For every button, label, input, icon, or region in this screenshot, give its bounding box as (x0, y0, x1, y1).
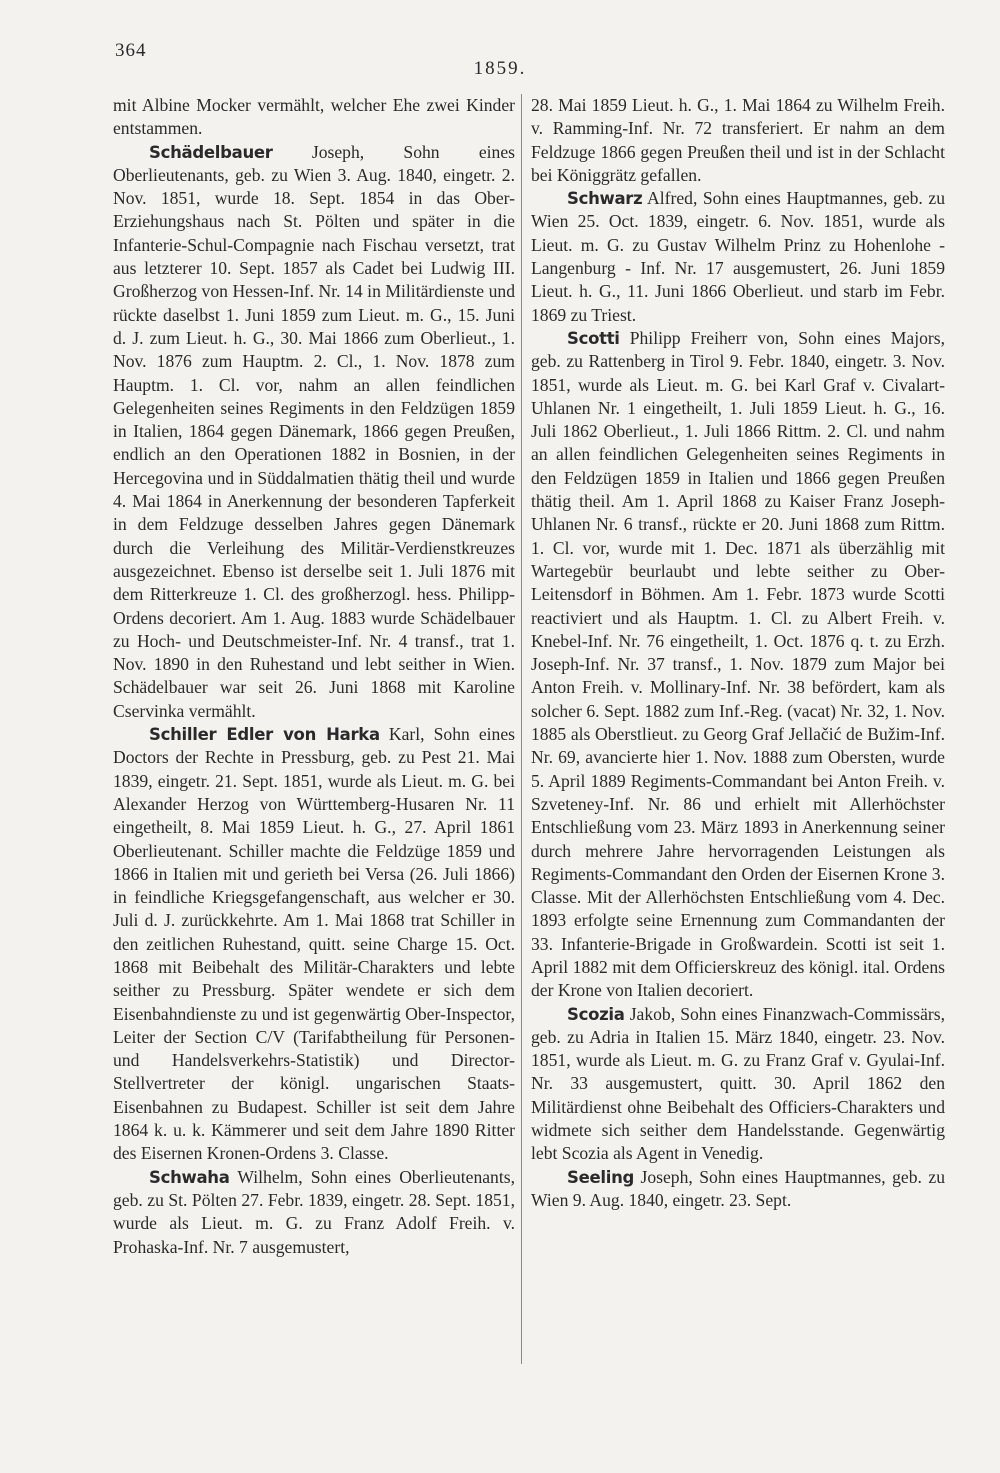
entry-text: Jakob, Sohn eines Finanzwach-Commissärs, geb. zu Adria in Italien 15. März 1840, eingetr. 23. Nov. 1851, wurde als Lieut. m. G. zu Franz Graf v. Gyulai-Inf. Nr. 33 ausgemustert, quitt. 30. April 1862 den Militärdienst ohne Beibehalt des Officiers-Charakters und widmete sich seither dem Handelsstande. Gegenwärtig lebt Scozia als Agent in Venedig. (531, 1003, 945, 1164)
entry-name: Seeling (567, 1167, 635, 1187)
entry-text: Alfred, Sohn eines Hauptmannes, geb. zu Wien 25. Oct. 1839, eingetr. 6. Nov. 1851, wurde als Lieut. m. G. zu Gustav Wilhelm Prinz zu Hohenlohe - Langenburg - Inf. Nr. 17 ausgemustert, 26. Juni 1859 Lieut. h. G., 11. Juni 1866 Oberlieut. und starb im Febr. 1869 zu Triest. (531, 188, 945, 325)
entry-text: Karl, Sohn eines Doctors der Rechte in Pressburg, geb. zu Pest 21. Mai 1839, eingetr. 21. Sept. 1851, wurde als Lieut. m. G. bei Alexander Herzog von Württemberg-Husaren Nr. 11 eingetheilt, 8. Mai 1859 Lieut. h. G., 27. April 1861 Oberlieutenant. Schiller machte die Feldzüge 1859 und 1866 in Italien mit und gerieth bei Versa (26. Juli 1866) in feindliche Kriegsgefangenschaft, aus welcher er 30. Juli d. J. zurückkehrte. Am 1. Mai 1868 trat Schiller in den zeitlichen Ruhestand, quitt. seine Charge 15. Oct. 1868 mit Beibehalt des Militär-Charakters und lebte seither zu Pressburg. Später wendete er sich dem Eisenbahndienste zu und ist gegenwärtig Ober-Inspector, Leiter der Section C/V (Tarifabtheilung für Personen- und Handelsverkehrs-Statistik) und Director-Stellvertreter der königl. ungarischen Staats-Eisenbahnen zu Budapest. Schiller ist seit dem Jahre 1864 k. u. k. Kämmerer und seit dem Jahre 1890 Ritter des Eisernen Kronen-Ordens 3. Classe. (113, 724, 515, 1164)
entry-name: Schiller Edler von Harka (149, 725, 380, 745)
entry-text: mit Albine Mocker vermählt, welcher Ehe zwei Kinder entstammen. (113, 95, 515, 139)
left-column (113, 94, 515, 1259)
page-number: 364 (115, 40, 147, 61)
entry-text: Wilhelm, Sohn eines Oberlieutenants, geb. zu St. Pölten 27. Febr. 1839, eingetr. 28. Sept. 1851, wurde als Lieut. m. G. zu Franz Adolf Freih. v. Prohaska-Inf. Nr. 7 ausgemustert, (113, 1166, 515, 1257)
entry-text: Philipp Freiherr von, Sohn eines Majors, geb. zu Rattenberg in Tirol 9. Febr. 1840, eingetr. 3. Nov. 1851, wurde als Lieut. m. G. bei Karl Graf v. Civalart-Uhlanen Nr. 1 eingetheilt, 1. Juli 1859 Lieut. h. G., 16. Juli 1862 Oberlieut., 1. Juli 1866 Rittm. 2. Cl. und nahm an allen feindlichen Gelegenheiten seines Regiments in den Feldzügen 1859 in Italien und 1866 gegen Preußen thätig theil. Am 1. April 1868 zu Kaiser Franz Joseph-Uhlanen Nr. 6 transf., rückte er 20. Juni 1868 zum Rittm. 1. Cl. vor, wurde mit 1. Dec. 1871 als überzählig mit Wartegebür beurlaubt und lebte seither zu Ober-Leitensdorf in Böhmen. Am 1. Febr. 1873 wurde Scotti reactiviert und als Hauptm. 1. Cl. zu Albert Freih. v. Knebel-Inf. Nr. 76 eingetheilt, 1. Oct. 1876 q. t. zu Erzh. Joseph-Inf. Nr. 37 transf., 1. Nov. 1879 zum Major bei Anton Freih. v. Mollinary-Inf. Nr. 38 befördert, kam als solcher 6. Sept. 1882 zum Inf.-Reg. (vacat) Nr. 32, 1. Nov. 1885 als Oberstlieut. zu Georg Graf Jellačić de Bužim-Inf. Nr. 69, avancierte hier 1. Nov. 1888 zum Obersten, wurde 5. April 1889 Regiments-Commandant bei Anton Freih. v. Szveteney-Inf. Nr. 86 und erhielt mit Allerhöchster Entschließung vom 23. März 1893 in Anerkennung seiner durch mehrere Jahre hervorragenden Leistungen als Regiments-Commandant den Orden der Eisernen Krone 3. Classe. Mit der Allerhöchsten Entschließung vom 4. Dec. 1893 erfolgte seine Ernennung zum Commandanten der 33. Infanterie-Brigade in Großwardein. Scotti ist seit 1. April 1882 mit dem Officierskreuz des königl. ital. Ordens der Krone von Italien decoriert. (531, 327, 945, 1001)
entry-schwarz (531, 187, 945, 327)
entry-name: Schwaha (149, 1167, 230, 1187)
entry-text: 28. Mai 1859 Lieut. h. G., 1. Mai 1864 zu Wilhelm Freih. v. Ramming-Inf. Nr. 72 transferiert. Er nahm an dem Feldzuge 1866 gegen Preußen theil und ist in der Schlacht bei Königgrätz gefallen. (531, 95, 945, 185)
entry-name: Scotti (567, 328, 620, 348)
entry-text: Joseph, Sohn eines Oberlieutenants, geb. zu Wien 3. Aug. 1840, eingetr. 2. Nov. 1851, wurde 18. Sept. 1854 in das Ober-Erziehungshaus nach St. Pölten und später in die Infanterie-Schul-Compagnie nach Fischau versetzt, trat aus letzterer 10. Sept. 1857 als Cadet bei Ludwig III. Großherzog von Hessen-Inf. Nr. 14 in Militärdienste und rückte daselbst 1. Juni 1859 zum Lieut. m. G., 15. Juni d. J. zum Lieut. h. G., 30. Mai 1866 zum Oberlieut., 1. Nov. 1876 zum Hauptm. 2. Cl., 1. Nov. 1878 zum Hauptm. 1. Cl. vor, nahm an allen feindlichen Gelegenheiten seines Regiments in den Feldzügen 1859 in Italien, 1864 gegen Dänemark, 1866 gegen Preußen, endlich an den Operationen 1882 in Bosnien, in der Hercegovina und in Süddalmatien thätig theil und wurde 4. Mai 1864 in Anerkennung der besonderen Tapferkeit in dem Feldzuge desselben Jahres gegen Dänemark durch die Verleihung des Militär-Verdienstkreuzes ausgezeichnet. Ebenso ist derselbe seit 1. Juli 1876 mit dem Ritterkreuze 1. Cl. des großherzogl. hess. Philipp-Ordens decoriert. Am 1. Aug. 1883 wurde Schädelbauer zu Hoch- und Deutschmeister-Inf. Nr. 4 transf., trat 1. Nov. 1890 in den Ruhestand und lebt seither in Wien. Schädelbauer war seit 26. Juni 1868 mit Karoline Cservinka vermählt. (113, 141, 515, 721)
column-divider (521, 94, 522, 1364)
entry-name: Scozia (567, 1004, 625, 1024)
entry-continuation (113, 94, 515, 141)
page-year-header: 1859. (473, 58, 527, 79)
entry-schiller (113, 723, 515, 1166)
entry-text: Joseph, Sohn eines Hauptmannes, geb. zu Wien 9. Aug. 1840, eingetr. 23. Sept. (531, 1166, 945, 1210)
entry-name: Schwarz (567, 189, 643, 209)
entry-seeling (531, 1166, 945, 1213)
entry-schwaha (113, 1166, 515, 1259)
entry-scozia (531, 1003, 945, 1166)
entry-schaedelbauer (113, 141, 515, 723)
entry-name: Schädelbauer (149, 142, 273, 162)
entry-scotti (531, 327, 945, 1003)
right-column (531, 94, 945, 1212)
entry-continuation (531, 94, 945, 187)
